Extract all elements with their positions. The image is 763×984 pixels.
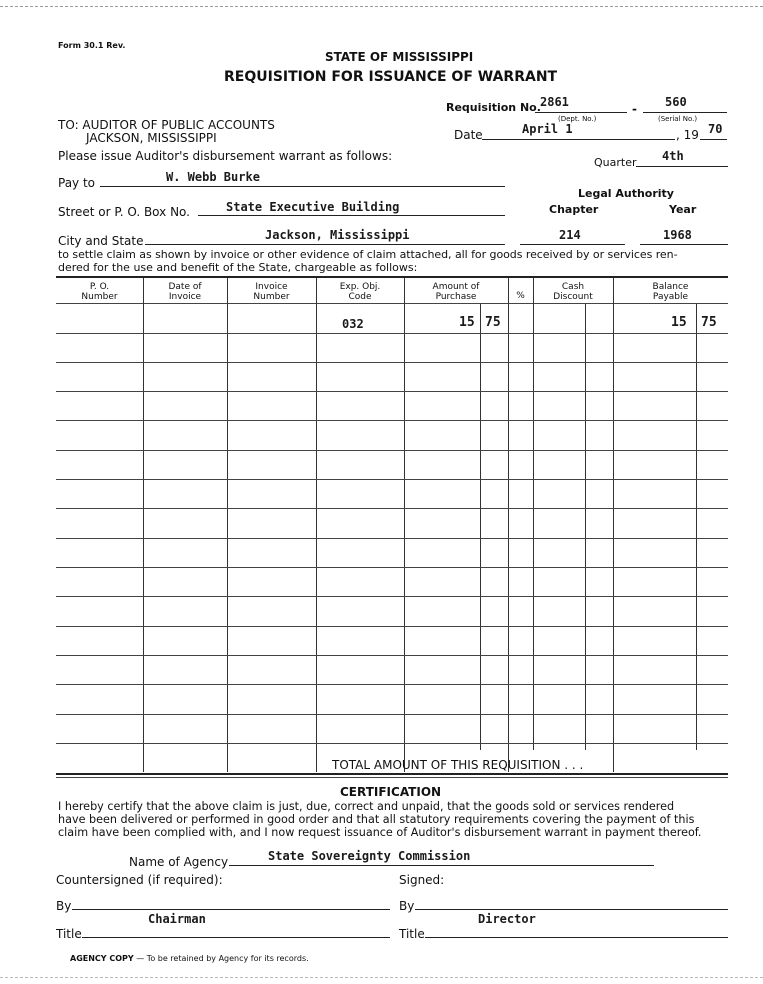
year-line [700, 139, 727, 140]
row-rule [56, 684, 728, 685]
header-amount-2: Purchase [435, 292, 477, 302]
agency-line [229, 865, 654, 866]
header-invoice [227, 282, 316, 302]
row-rule [56, 714, 728, 715]
right-title-label: Title [399, 927, 425, 941]
chapter-label: Chapter [549, 203, 599, 216]
city-line [145, 244, 505, 245]
right-by-label: By [399, 899, 415, 913]
date-label: Date [454, 128, 483, 142]
left-by-line [72, 909, 390, 910]
row-rule [56, 333, 728, 334]
serial-no-caption: (Serial No.) [658, 115, 698, 123]
right-title-value: Director [478, 912, 536, 926]
quarter-label: Quarter [594, 156, 637, 169]
col-divider [404, 278, 405, 772]
row-rule [56, 362, 728, 363]
pay-to-value: W. Webb Burke [166, 170, 260, 184]
settle-text-2: dered for the use and benefit of the State, chargeable as follows: [58, 261, 418, 274]
chapter-line [520, 244, 625, 245]
row-rule [56, 450, 728, 451]
date-line [482, 139, 675, 140]
row-amount-cents: 75 [485, 315, 501, 330]
total-label: TOTAL AMOUNT OF THIS REQUISITION . . . [332, 758, 584, 772]
header-amount [404, 282, 508, 302]
table-bottom-rule [56, 773, 728, 775]
col-divider [613, 278, 614, 772]
certification-line-2: have been delivered or performed in good order and that all statutory requirements covering the payment of this [58, 813, 695, 826]
date-value: April 1 [522, 122, 573, 136]
col-divider [143, 278, 144, 772]
header-cash-1: Cash [561, 282, 585, 292]
state-heading: STATE OF MISSISSIPPI [325, 50, 474, 64]
to-line-3: Please issue Auditor's disbursement warrant as follows: [58, 149, 393, 163]
header-balance [613, 282, 728, 302]
year-prefix: , 19 [676, 128, 699, 142]
city-value: Jackson, Mississippi [265, 228, 410, 242]
header-po-2: Number [81, 292, 118, 302]
quarter-value: 4th [662, 149, 684, 163]
header-invoice-1: Invoice [255, 282, 288, 292]
row-rule [56, 626, 728, 627]
footer-note [70, 954, 309, 963]
street-line [198, 215, 505, 216]
dept-no-caption: (Dept. No.) [558, 115, 597, 123]
header-po-1: P. O. [89, 282, 110, 292]
header-cash-2: Discount [553, 292, 593, 302]
bottom-edge [0, 977, 763, 978]
row-exp-code: 032 [342, 317, 364, 331]
agency-label: Name of Agency [129, 855, 229, 869]
row-rule [56, 567, 728, 568]
legal-year-line [640, 244, 728, 245]
header-date-1: Date of [168, 282, 202, 292]
serial-no-line [643, 112, 727, 113]
requisition-dash: - [632, 102, 637, 116]
row-rule [56, 391, 728, 392]
col-divider [227, 278, 228, 772]
header-po [56, 282, 143, 302]
left-title-label: Title [56, 927, 82, 941]
pay-to-label: Pay to [58, 176, 96, 190]
row-rule [56, 596, 728, 597]
street-label: Street or P. O. Box No. [58, 205, 190, 219]
right-by-line [415, 909, 728, 910]
to-line-2: JACKSON, MISSISSIPPI [86, 131, 217, 145]
header-pct: % [516, 291, 525, 301]
settle-text-1: to settle claim as shown by invoice or other evidence of claim attached, all for goods received by or services ren- [58, 248, 678, 261]
city-label: City and State [58, 234, 144, 248]
row-amount-dollars: 15 [459, 315, 475, 330]
right-title-line [425, 937, 728, 938]
left-title-line [82, 937, 390, 938]
footer-rest: — To be retained by Agency for its records. [136, 954, 309, 963]
countersigned-label: Countersigned (if required): [56, 873, 223, 887]
col-divider [316, 278, 317, 772]
certification-line-1: I hereby certify that the above claim is just, due, correct and unpaid, that the goods sold or services rendered [58, 800, 675, 813]
header-balance-2: Payable [652, 292, 689, 302]
requisition-label: Requisition No. [446, 101, 541, 114]
header-cash [533, 282, 613, 302]
date-year: 70 [708, 122, 723, 136]
header-exp-1: Exp. Obj. [339, 282, 381, 292]
row-balance-dollars: 15 [671, 315, 687, 330]
col-divider [508, 278, 509, 772]
row-rule [56, 655, 728, 656]
chapter-value: 214 [559, 228, 581, 242]
footer-bold: AGENCY COPY [70, 954, 134, 963]
legal-authority-label: Legal Authority [578, 187, 674, 200]
row-balance-cents: 75 [701, 315, 717, 330]
header-date [143, 282, 227, 302]
street-value: State Executive Building [226, 200, 400, 214]
row-rule [56, 743, 728, 744]
legal-year-label: Year [669, 203, 697, 216]
left-by-label: By [56, 899, 72, 913]
agency-value: State Sovereignty Commission [268, 849, 471, 863]
row-rule [56, 538, 728, 539]
header-exp-2: Code [348, 292, 372, 302]
left-title-value: Chairman [148, 912, 206, 926]
dept-no-line [535, 112, 627, 113]
table-bottom-rule-2 [56, 777, 728, 778]
signed-label: Signed: [399, 873, 445, 887]
table-top-rule [56, 276, 728, 278]
certification-title: CERTIFICATION [340, 785, 442, 799]
header-exp [316, 282, 404, 302]
pay-to-line [100, 186, 505, 187]
dept-no-value: 2861 [540, 95, 569, 109]
header-balance-1: Balance [652, 282, 689, 292]
page-title: REQUISITION FOR ISSUANCE OF WARRANT [224, 69, 558, 85]
col-divider [533, 278, 534, 750]
legal-year-value: 1968 [663, 228, 692, 242]
certification-line-3: claim have been complied with, and I now request issuance of Auditor's disbursement warrant in payment thereof. [58, 826, 702, 839]
header-date-2: Invoice [168, 292, 202, 302]
to-line-1: TO: AUDITOR OF PUBLIC ACCOUNTS [58, 118, 275, 132]
serial-no-value: 560 [665, 95, 687, 109]
row-rule [56, 508, 728, 509]
form-number: Form 30.1 Rev. [58, 41, 126, 50]
table-header-rule [56, 303, 728, 304]
row-rule [56, 420, 728, 421]
quarter-line [636, 166, 728, 167]
row-rule [56, 479, 728, 480]
header-invoice-2: Number [253, 292, 290, 302]
header-amount-1: Amount of [432, 282, 480, 292]
top-edge [0, 6, 763, 7]
